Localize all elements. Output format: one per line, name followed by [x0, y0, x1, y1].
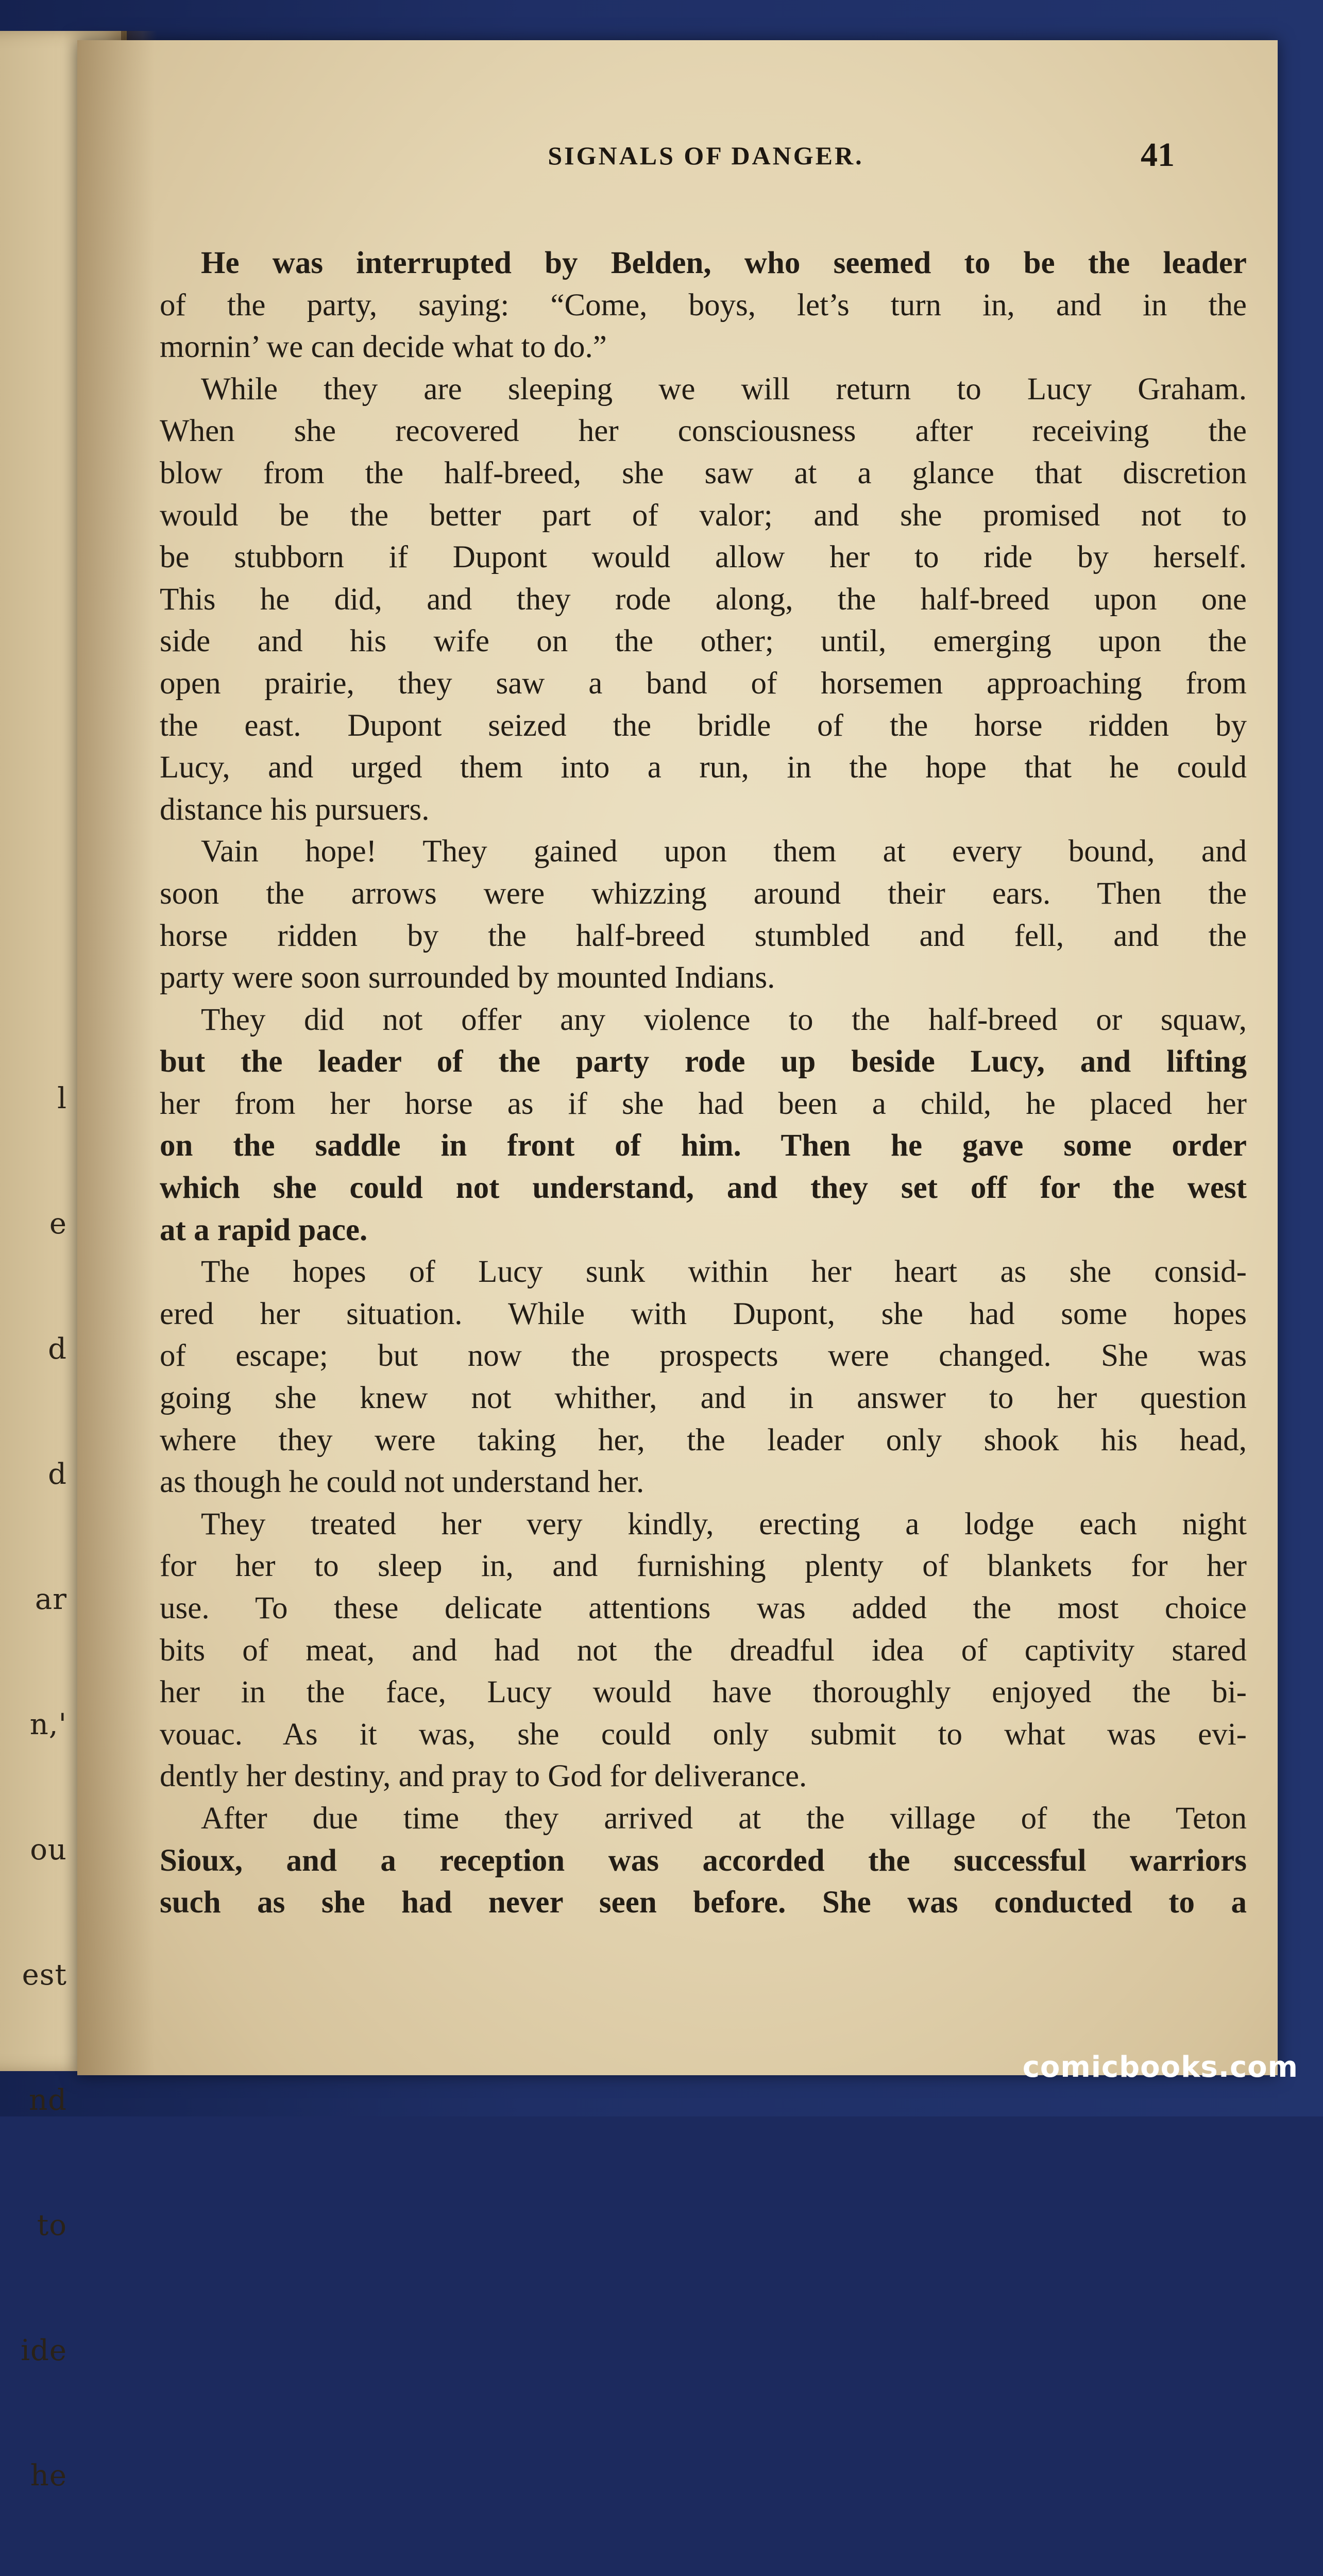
book-page [77, 40, 1278, 2075]
text-line: side and his wife on the other; until, emerging upon the [160, 624, 1247, 659]
text-line: party were soon surrounded by mounted Indians. [160, 960, 775, 995]
text-line: but the leader of the party rode up beside Lucy, and lifting [160, 1044, 1247, 1079]
text-line: vouac. As it was, she could only submit to what was evi- [160, 1717, 1247, 1752]
text-line: mornin’ we can decide what to do.” [160, 330, 607, 365]
left-fragment: nd [29, 2083, 67, 2117]
left-fragment: e [49, 1207, 67, 1241]
text-line: horse ridden by the half-breed stumbled and fell, and the [160, 918, 1247, 953]
site-watermark: comicbooks.com [1022, 2050, 1298, 2084]
text-line: where they were taking her, the leader only shook his head, [160, 1422, 1247, 1458]
left-fragment: est [22, 1958, 67, 1992]
text-line: which she could not understand, and they set off for the west [160, 1171, 1247, 1206]
text-line: use. To these delicate attentions was added the most choice [160, 1591, 1247, 1625]
page-body [160, 242, 1247, 1924]
left-fragment: d [48, 1458, 67, 1491]
text-line: They treated her very kindly, erecting a lodge each night [201, 1506, 1247, 1541]
left-fragment: d [48, 1332, 67, 1366]
text-line: ered her situation. While with Dupont, she had some hopes [160, 1296, 1247, 1331]
text-line: distance his pursuers. [160, 792, 430, 827]
text-line: such as she had never seen before. She was conducted to a [160, 1885, 1247, 1920]
left-fragment: ou [30, 1833, 67, 1867]
left-fragment: n,' [29, 1708, 67, 1741]
text-line: They did not offer any violence to the half-breed or squaw, [201, 1002, 1247, 1037]
page-number: 41 [1141, 136, 1175, 174]
text-line: When she recovered her consciousness after receiving the [160, 414, 1247, 449]
left-fragment: to [37, 2209, 67, 2242]
text-line: Lucy, and urged them into a run, in the hope that he could [160, 750, 1247, 785]
text-line: be stubborn if Dupont would allow her to ride by herself. [160, 540, 1247, 575]
text-line: This he did, and they rode along, the half-breed upon one [160, 582, 1247, 617]
text-line: open prairie, they saw a band of horsemen approaching from [160, 666, 1247, 701]
text-line: the east. Dupont seized the bridle of the horse ridden by [160, 708, 1247, 743]
text-line: going she knew not whither, and in answer to her question [160, 1381, 1247, 1416]
left-fragment: ide [21, 2334, 67, 2367]
text-line: as though he could not understand her. [160, 1465, 644, 1500]
text-line: would be the better part of valor; and she promised not to [160, 498, 1247, 533]
text-line: Sioux, and a reception was accorded the successful warriors [160, 1843, 1247, 1878]
text-line: soon the arrows were whizzing around their ears. Then the [160, 876, 1247, 911]
text-line: her from her horse as if she had been a child, he placed her [160, 1086, 1247, 1121]
text-line: for her to sleep in, and furnishing plenty of blankets for her [160, 1549, 1247, 1584]
text-line: After due time they arrived at the village of the Teton [201, 1801, 1247, 1836]
text-line: While they are sleeping we will return to Lucy Graham. [201, 371, 1247, 406]
text-line: He was interrupted by Belden, who seemed to be the leader [201, 246, 1247, 280]
text-line: her in the face, Lucy would have thoroughly enjoyed the bi- [160, 1675, 1247, 1710]
text-line: at a rapid pace. [160, 1212, 368, 1247]
text-line: The hopes of Lucy sunk within her heart as she consid- [201, 1255, 1247, 1290]
running-title: SIGNALS OF DANGER. [548, 141, 864, 170]
left-fragment: ar [35, 1583, 67, 1616]
text-line: Vain hope! They gained upon them at every bound, and [201, 834, 1247, 869]
left-fragment: l [57, 1082, 67, 1115]
text-line: blow from the half-breed, she saw at a glance that discretion [160, 455, 1247, 490]
text-line: of the party, saying: “Come, boys, let’s turn in, and in the [160, 287, 1247, 323]
left-fragment: he [30, 2459, 67, 2493]
left-page-text-fragments [0, 994, 67, 2576]
text-line: dently her destiny, and pray to God for deliverance. [160, 1759, 807, 1794]
text-line: of escape; but now the prospects were changed. She was [160, 1338, 1247, 1374]
text-line: bits of meat, and had not the dreadful idea of captivity stared [160, 1633, 1247, 1668]
text-line: on the saddle in front of him. Then he gave some order [160, 1128, 1247, 1163]
